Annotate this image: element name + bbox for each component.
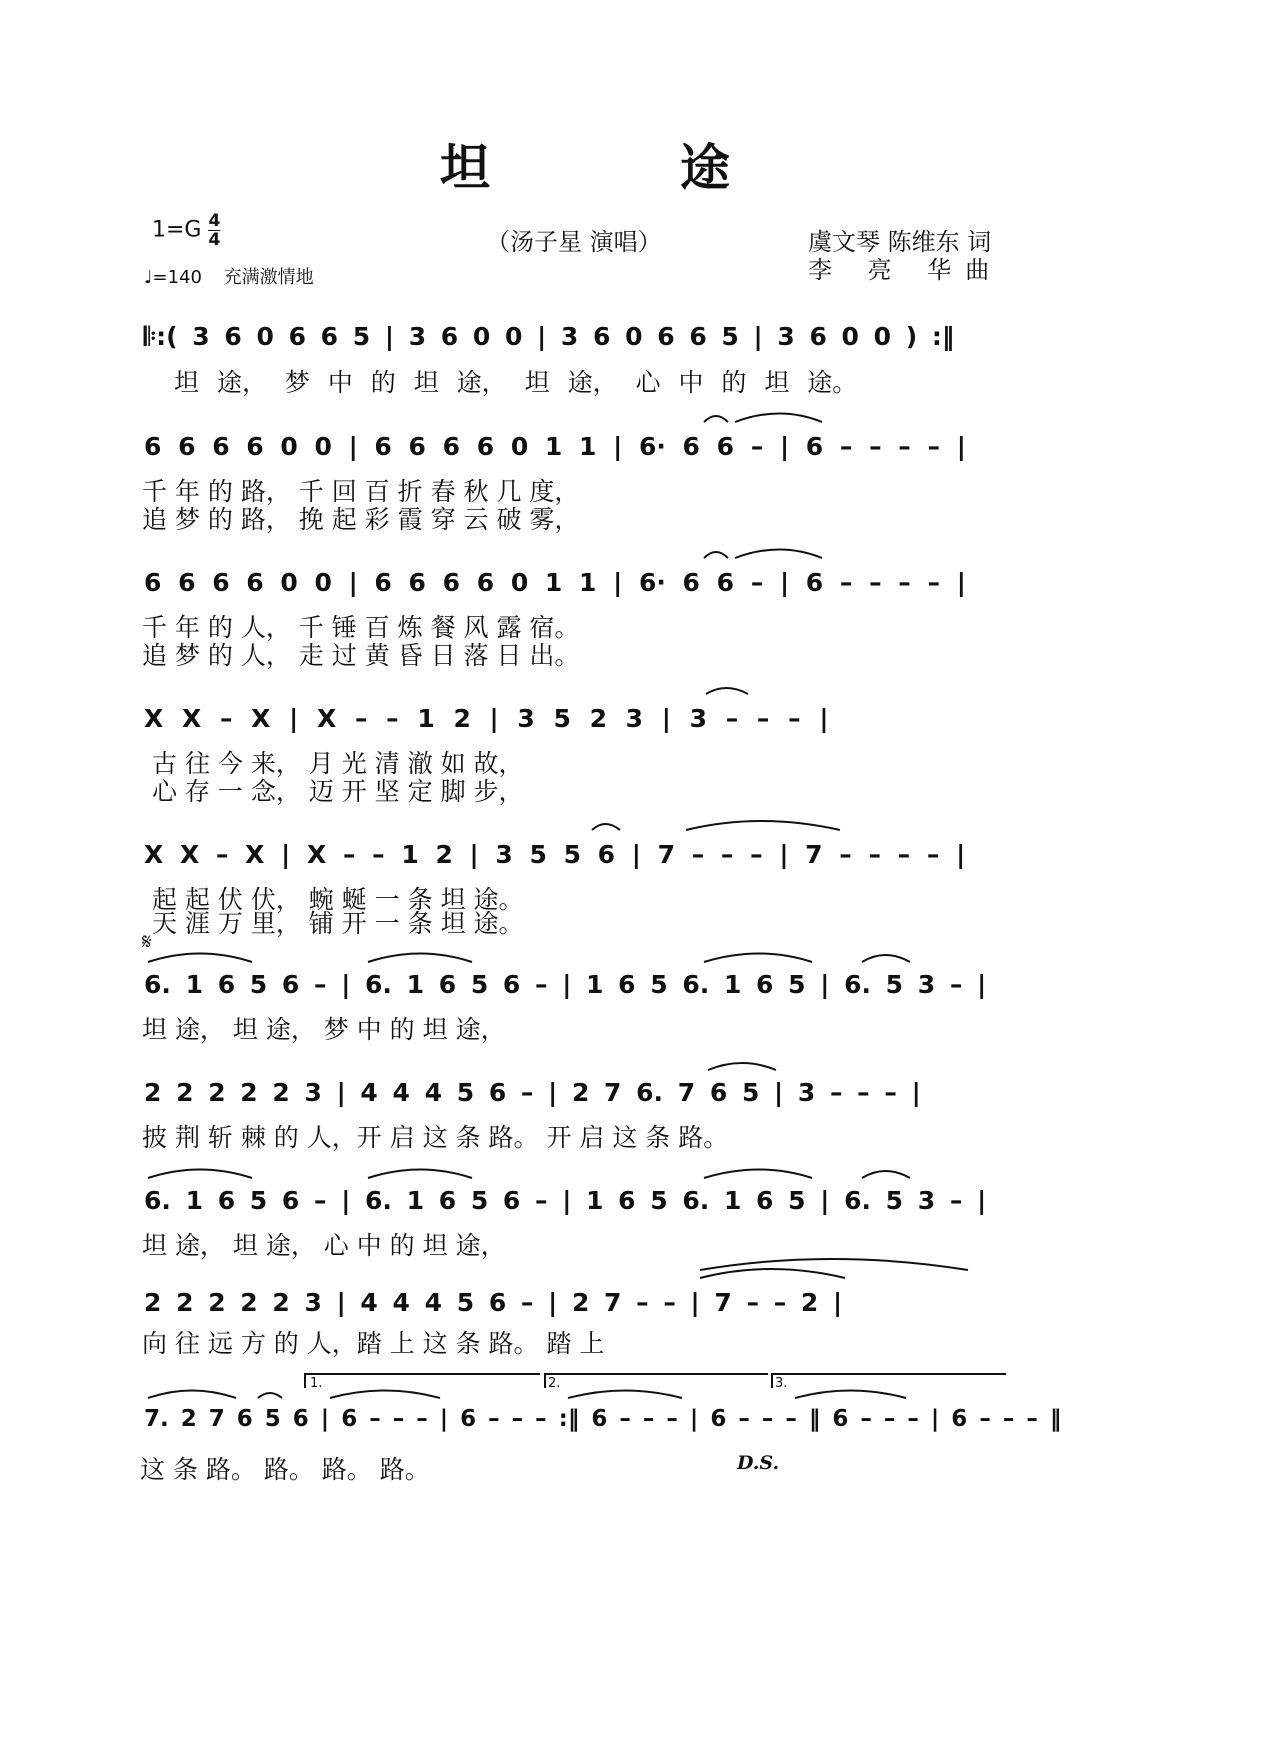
segno-sign: 𝄋 [142, 930, 152, 955]
notes-row-1: 𝄆:( 3 6 0 6 6 5 | 3 6 0 0 | 3 6 0 6 6 5 | 3 6 0 0 ) :‖ [144, 322, 955, 351]
slur [708, 1063, 776, 1070]
slur [148, 1391, 236, 1399]
notes-row-6: 6. 1 6 5 6 – | 6. 1 6 5 6 – | 1 6 5 6. 1 6 5 | 6. 5 3 – | [144, 970, 987, 999]
title-char-2: 途 [680, 139, 732, 197]
notes-row-10: 7. 2 7 6 5 6 | 6 – – – | 6 – – – :‖ 6 – – – | 6 – – – ‖ 6 – – – | 6 – – – ‖ [144, 1406, 1062, 1432]
notes-row-5: X X – X | X – – 1 2 | 3 5 5 6 | 7 – – – | 7 – – – – | [144, 840, 966, 869]
notes-row-4: X X – X | X – – 1 2 | 3 5 2 3 | 3 – – – | [144, 704, 829, 733]
lyrics-row-3-verse-2: 追 梦 的 人， 走 过 黄 昏 日 落 日 出。 [142, 641, 580, 670]
lyrics-row-9-verse-1: 向 往 远 方 的 人，踏 上 这 条 路。 踏 上 [142, 1329, 605, 1358]
lyrics-row-4-verse-2: 心 存 一 念， 迈 开 坚 定 脚 步， [152, 777, 524, 806]
slur [330, 1391, 440, 1399]
notes-row-9: 2 2 2 2 2 3 | 4 4 4 5 6 – | 2 7 – – | 7 – – 2 | [144, 1288, 843, 1317]
lyrics-row-7-verse-1: 披 荆 斩 棘 的 人，开 启 这 条 路。 开 启 这 条 路。 [142, 1123, 729, 1152]
tempo-marking: ♩=140 充满激情地 [144, 267, 314, 288]
slur [368, 1170, 472, 1179]
slur [735, 550, 822, 559]
volta-bracket [305, 1374, 540, 1388]
lyrics-row-10-verse-1: 这 条 路。 路。 路。 路。 [140, 1455, 430, 1484]
slur [706, 688, 748, 694]
slur [704, 954, 812, 963]
lyrics-row-2-verse-2: 追 梦 的 路， 挽 起 彩 霞 穿 云 破 雾， [142, 505, 580, 534]
title-char-1: 坦 [440, 139, 492, 197]
expression: 充满激情地 [223, 267, 314, 288]
lyricist-credit: 虞文琴 陈维东 词 [808, 228, 992, 256]
slur [700, 1259, 968, 1270]
volta-3-label: 3. [775, 1376, 788, 1391]
lyrics-row-4-verse-1: 古 往 今 来， 月 光 清 澈 如 故， [152, 749, 524, 778]
lyrics-row-8-verse-1: 坦 途， 坦 途， 心 中 的 坦 途， [142, 1231, 506, 1260]
volta-bracket [772, 1374, 1006, 1388]
slur [704, 1170, 812, 1179]
dal-segno-mark: D.S. [737, 1452, 780, 1474]
volta-bracket [545, 1374, 768, 1388]
slur [704, 552, 728, 558]
lyrics-row-5-verse-2: 天 涯 万 里， 铺 开 一 条 坦 途。 [152, 909, 524, 938]
notes-row-3: 6 6 6 6 0 0 | 6 6 6 6 0 1 1 | 6· 6 6 – | 6 – – – – | [144, 568, 966, 597]
slur [700, 1269, 845, 1278]
lyrics-row-1-verse-1: 坦 途， 梦 中 的 坦 途， 坦 途， 心 中 的 坦 途。 [174, 368, 858, 397]
performer: （汤子星 演唱） [486, 228, 662, 256]
time-signature: $\frac{4}{4}$ [208, 211, 221, 250]
slur [568, 1391, 682, 1399]
key-signature: 1=G $\frac{4}{4}$ [152, 211, 221, 250]
volta-2-label: 2. [548, 1376, 561, 1391]
slur [148, 1170, 252, 1179]
slur [862, 955, 910, 962]
slur [795, 1391, 906, 1399]
notes-row-8: 6. 1 6 5 6 – | 6. 1 6 5 6 – | 1 6 5 6. 1 6 5 | 6. 5 3 – | [144, 1186, 987, 1215]
lyrics-row-6-verse-1: 坦 途， 坦 途， 梦 中 的 坦 途， [142, 1015, 506, 1044]
slur [704, 416, 728, 422]
slur [862, 1171, 910, 1178]
notes-row-2: 6 6 6 6 0 0 | 6 6 6 6 0 1 1 | 6· 6 6 – | 6 – – – – | [144, 432, 966, 461]
lyrics-row-2-verse-1: 千 年 的 路， 千 回 百 折 春 秋 几 度， [142, 477, 580, 506]
slur [735, 414, 822, 423]
composer-credit: 李 亮 华曲 [808, 256, 1004, 284]
slur [368, 954, 472, 963]
slur [592, 824, 620, 830]
lyrics-row-3-verse-1: 千 年 的 人， 千 锤 百 炼 餐 风 露 宿。 [142, 613, 580, 642]
slur [258, 1393, 282, 1398]
slur [148, 954, 252, 963]
notes-row-7: 2 2 2 2 2 3 | 4 4 4 5 6 – | 2 7 6. 7 6 5 | 3 – – – | [144, 1078, 921, 1107]
slur [686, 821, 840, 830]
volta-1-label: 1. [310, 1376, 323, 1391]
lyrics-row-5-verse-1: 起 起 伏 伏， 蜿 蜒 一 条 坦 途。 [152, 885, 524, 914]
